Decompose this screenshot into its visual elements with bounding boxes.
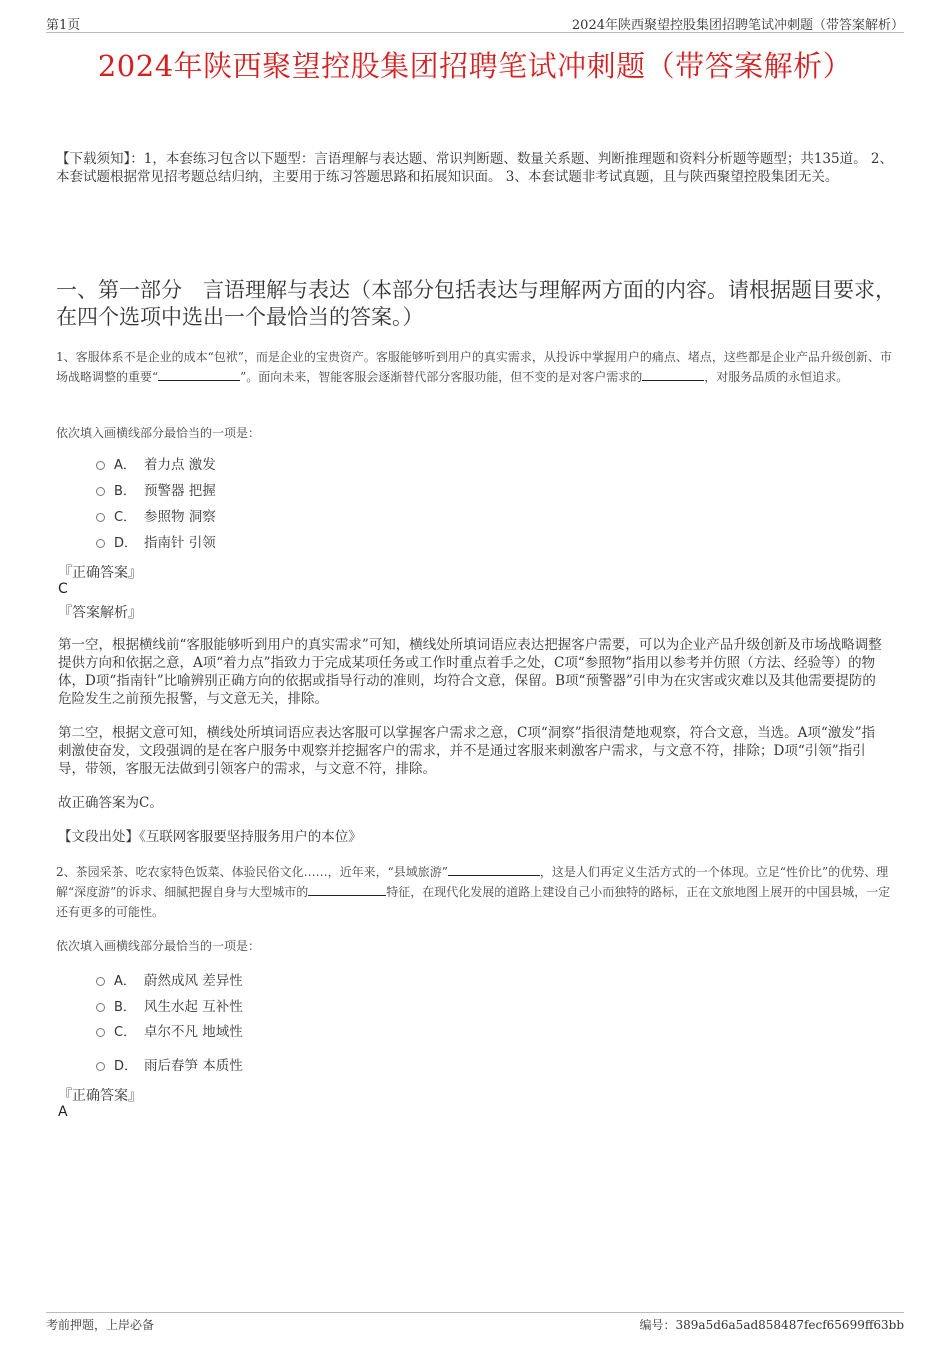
option-text: 预警器 把握 [144,483,216,499]
question-2-text [56,862,901,922]
radio-icon[interactable] [96,1062,105,1071]
question-2-option-a[interactable] [96,971,243,991]
question-2-text-part-b: ，这是人们再定义生活方式的一个体现。立足“性价比”的优势、理解“深度游”的诉求、细腻把握自身与大型城市的 [56,865,889,899]
question-1-option-b[interactable] [96,481,216,501]
correct-answer-tag: 『正确答案』 [58,1088,142,1104]
question-2-prompt: 依次填入画横线部分最恰当的一项是： [56,939,261,953]
option-text: 卓尔不凡 地域性 [144,1024,243,1040]
footer-divider [46,1312,904,1313]
option-text: 参照物 洞察 [144,509,216,525]
fill-blank [448,865,540,876]
radio-icon[interactable] [96,513,105,522]
download-notice: 【下载须知】：1，本套练习包含以下题型：言语理解与表达题、常识判断题、数量关系题、判断推理题和资料分析题等题型；共135道。 2、本套试题根据常见招考题总结归纳，主要用于练习答题思路和拓展知识面。 3、本套试题非考试真题，且与陕西聚望控股集团无关。 [56,151,893,185]
question-1-prompt: 依次填入画横线部分最恰当的一项是： [56,426,261,440]
option-label: A． [114,974,136,989]
question-1-option-c[interactable] [96,507,216,527]
question-1-text [56,347,901,387]
question-2-option-c[interactable] [96,1022,243,1042]
header-divider [46,32,904,33]
option-text: 雨后春笋 本质性 [144,1058,243,1074]
radio-icon[interactable] [96,1028,105,1037]
correct-answer: A [58,1104,68,1120]
document-title: 2024年陕西聚望控股集团招聘笔试冲刺题（带答案解析） [97,49,853,83]
correct-answer: C [58,581,68,597]
analysis-tag: 『答案解析』 [58,605,142,621]
page-number: 第1页 [46,18,81,33]
footer-slogan: 考前押题，上岸必备 [46,1318,155,1332]
radio-icon[interactable] [96,461,105,470]
correct-answer-tag: 『正确答案』 [58,565,142,581]
option-label: D． [114,1059,138,1074]
option-label: B． [114,1000,136,1015]
radio-icon[interactable] [96,1003,105,1012]
question-1-text-part-b: ”。面向未来，智能客服会逐渐替代部分客服功能，但不变的是对客户需求的 [240,370,643,384]
header-doc-name: 2024年陕西聚望控股集团招聘笔试冲刺题（带答案解析） [571,18,904,33]
option-label: D． [114,536,138,551]
option-text: 蔚然成风 差异性 [144,973,243,989]
radio-icon[interactable] [96,977,105,986]
radio-icon[interactable] [96,539,105,548]
option-label: C． [114,510,137,525]
fill-blank [642,370,704,381]
fill-blank [158,370,240,381]
question-2-text-part-c: 特征，在现代化发展的道路上建设自己小而独特的路标，正在文旅地图上展开的中国县城，一定还有更多的可能性。 [56,885,891,919]
question-2-option-b[interactable] [96,997,243,1017]
analysis-paragraph-2: 第二空，根据文意可知，横线处所填词语应表达客服可以掌握客户需求之意，C项“洞察”指很清楚地观察，符合文意，当选。A项“激发”指刺激使奋发，文段强调的是在客户服务中观察并挖掘客户的需求，并不是通过客服来刺激客户需求，与文意不符，排除；D项“引领”指引导，带领，客服无法做到引领客户的需求，与文意不符，排除。 [58,725,876,777]
option-label: C． [114,1025,137,1040]
option-label: B． [114,484,136,499]
question-2-option-d[interactable] [96,1056,243,1076]
analysis-paragraph-1: 第一空，根据横线前“客服能够听到用户的真实需求”可知，横线处所填词语应表达把握客户需要，可以为企业产品升级创新及市场战略调整提供方向和依据之意，A项“着力点”指致力于完成某项任务或工作时重点着手之处，C项“参照物”指用以参考并仿照（方法、经验等）的物体，D项“指南针”比喻辨别正确方向的依据或指导行动的准则，均符合文意，保留。B项“预警器”引申为在灾害或灾难以及其他需要提防的危险发生之前预先报警，与文意无关，排除。 [58,637,882,707]
option-text: 风生水起 互补性 [144,999,243,1015]
question-1-option-d[interactable] [96,533,216,553]
question-1-text-part-a: 1、客服体系不是企业的成本“包袱”，而是企业的宝贵资产。客服能够听到用户的真实需求，从投诉中掌握用户的痛点、堵点，这些都是企业产品升级创新、市场战略调整的重要“ [56,350,892,384]
question-1-text-part-c: ，对服务品质的永恒追求。 [704,370,849,384]
footer-code: 编号：389a5d6a5ad858487fecf65699ff63bb [639,1318,904,1332]
question-2-text-part-a: 2、茶园采茶、吃农家特色饭菜、体验民俗文化……，近年来，“县域旅游” [56,865,448,879]
option-label: A． [114,458,136,473]
section-title: 一、第一部分 言语理解与表达（本部分包括表达与理解两方面的内容。请根据题目要求，在四个选项中选出一个最恰当的答案。） [56,278,896,329]
radio-icon[interactable] [96,487,105,496]
fill-blank [308,885,386,896]
option-text: 着力点 激发 [144,457,216,473]
passage-source: 【文段出处】《互联网客服要坚持服务用户的本位》 [58,829,362,845]
option-text: 指南针 引领 [144,535,216,551]
question-1-option-a[interactable] [96,455,216,475]
analysis-conclusion: 故正确答案为C。 [58,795,163,811]
